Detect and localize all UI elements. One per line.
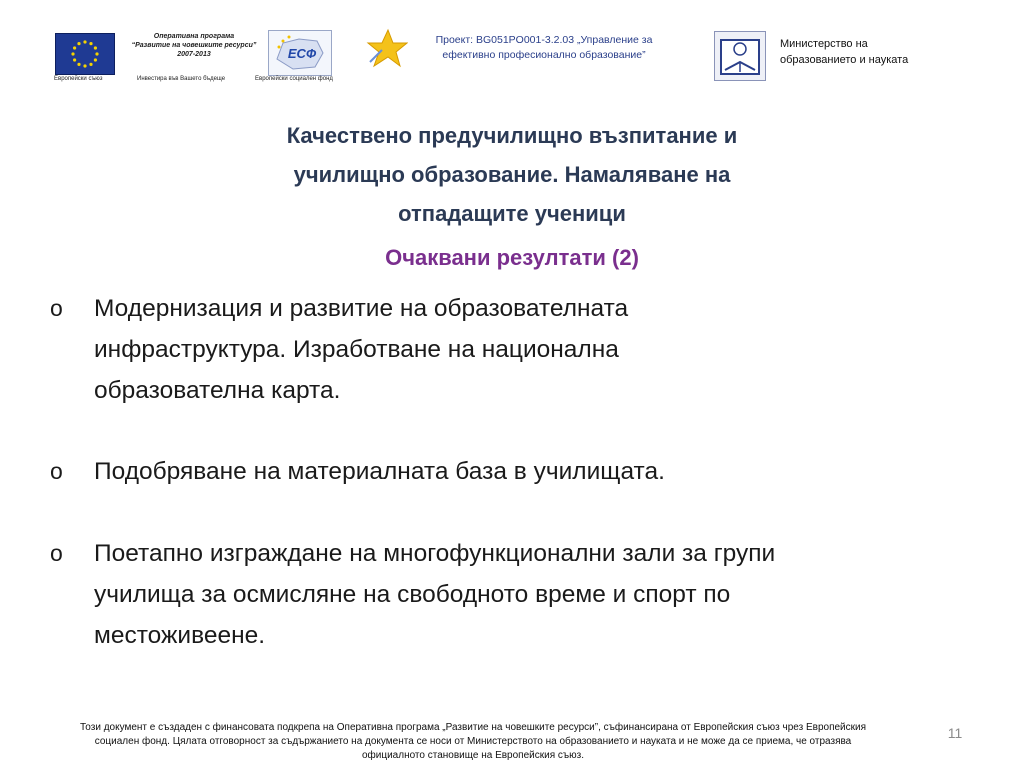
ministry-logo (714, 31, 766, 81)
bullet-item (50, 451, 985, 492)
ministry-name (780, 36, 950, 68)
title-line-1: Качествено предучилищно възпитание и (286, 123, 738, 148)
page-number: 11 (947, 725, 963, 741)
ministry-line-2: образованието и науката (780, 54, 909, 66)
esf-logo (268, 30, 332, 76)
bullet-line: местоживеене. (94, 622, 266, 649)
op-caption: Инвестира във Вашето бъдеще (137, 76, 226, 82)
eu-flag-logo (55, 33, 115, 75)
bullet-marker: o (50, 295, 63, 321)
bullet-item (50, 288, 985, 411)
bullet-line: образователна карта. (94, 377, 341, 404)
bullet-item (50, 533, 985, 656)
esf-emblem-icon (269, 31, 331, 75)
footer-line-3: официалното становище на Европейския съюз. (361, 750, 585, 761)
title-line-3: отпадащите ученици (398, 201, 626, 226)
esf-caption: Европейски социален фонд (255, 76, 333, 82)
operational-programme-label (124, 32, 264, 59)
title-line-2: училищно образование. Намаляване на (293, 162, 731, 187)
eu-stars-icon (56, 34, 114, 74)
op-line-1: Оперативна програма (153, 33, 235, 40)
project-line-1: Проект: BG051PO001-3.2.03 „Управление за (435, 34, 653, 46)
op-line-2: “Развитие на човешките ресурси” (131, 42, 257, 49)
bullet-text (94, 451, 985, 492)
bullet-marker: o (50, 540, 63, 566)
star-icon (366, 28, 408, 68)
slide-subtitle: Очаквани резултати (2) (385, 245, 639, 270)
bullet-text (94, 288, 985, 411)
bullet-text (94, 533, 985, 656)
bullet-line: Модернизация и развитие на образователната (94, 295, 629, 322)
funding-disclaimer (8, 721, 938, 763)
esf-logo-text: ЕСФ (287, 46, 317, 61)
bullet-line: Поетапно изграждане на многофункционални зали за групи (94, 540, 776, 567)
footer-line-2: социален фонд. Цялата отговорност за съдържанието на документа се носи от Министерството на образованието и науката и не може да се приема, че отразява (94, 736, 852, 747)
ministry-line-1: Министерство на (780, 38, 868, 50)
project-line-2: ефективно професионално образование” (442, 49, 646, 61)
bullet-line: училища за осмисляне на свободното време и спорт по (94, 581, 731, 608)
eu-caption: Европейски съюз (54, 76, 103, 82)
project-star-logo (366, 28, 408, 68)
footer-line-1: Този документ е създаден с финансовата подкрепа на Оперативна програма „Развитие на човешките ресурси”, съфинансирана от Европейския съюз чрез Европейския (79, 722, 867, 733)
project-title (412, 33, 676, 63)
bullet-line: Подобряване на материалната база в училищата. (94, 458, 665, 485)
ministry-book-icon (715, 32, 765, 80)
slide-title (150, 116, 874, 233)
bullet-marker: o (50, 458, 63, 484)
op-line-3: 2007-2013 (177, 51, 211, 58)
bullet-line: инфраструктура. Изработване на национална (94, 336, 619, 363)
